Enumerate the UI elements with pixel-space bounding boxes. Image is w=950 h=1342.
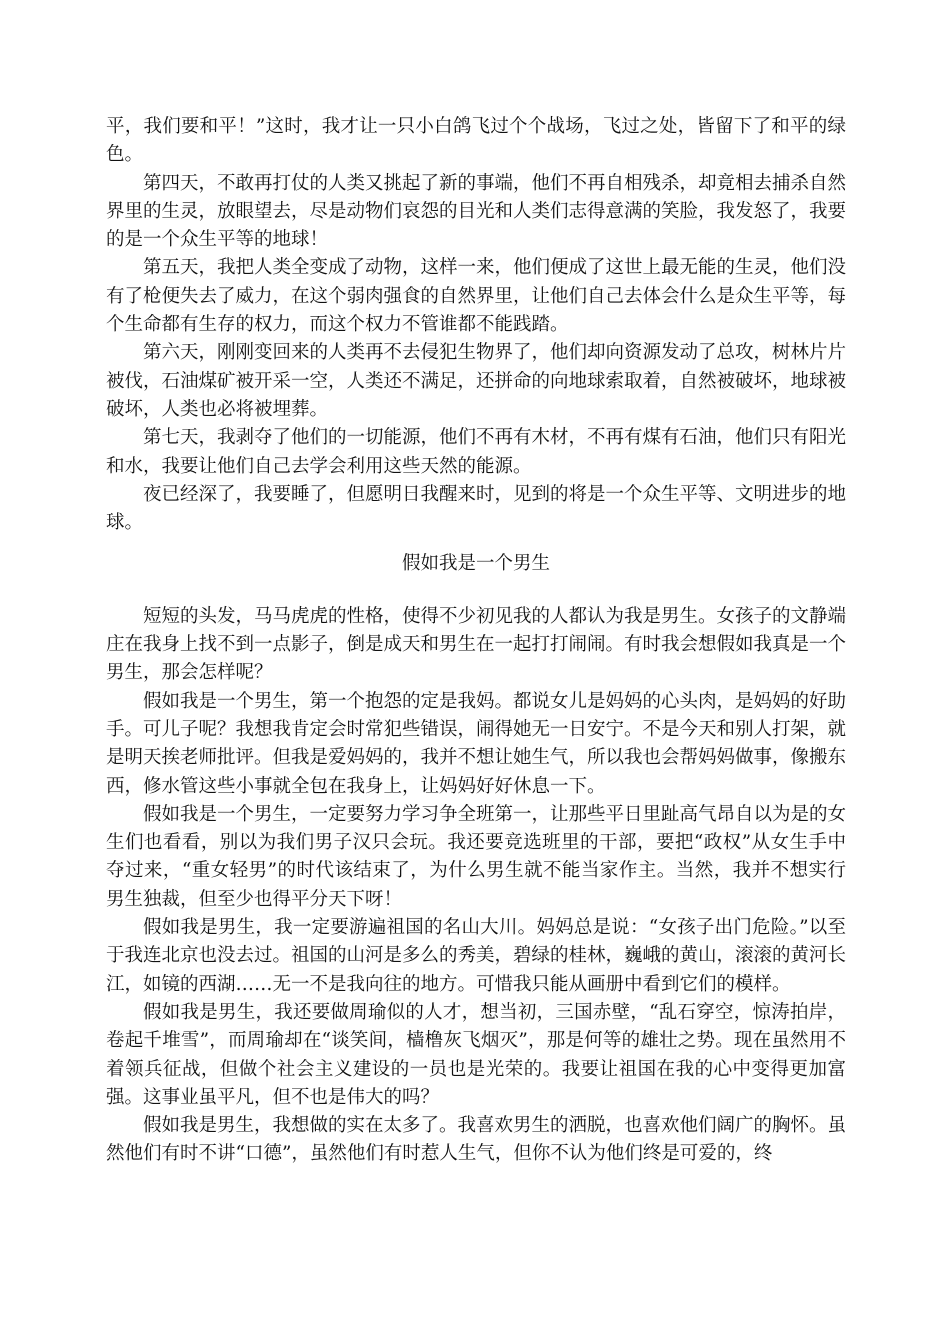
essay-title: 假如我是一个男生: [401, 553, 550, 575]
paragraph-study: 假如我是一个男生，一定要努力学习争全班第一，让那些平日里趾高气昂自以为是的女生们也看看，别以为我们男子汉只会玩。我还要竞选班里的干部，要把“政权”从女生手中夺过来，“重女轻男”的时代该结束了，为什么男生就不能当家作主。当然，我并不想实行男生独裁，但至少也得平分天下呀！: [106, 803, 847, 910]
paragraph-night: 夜已经深了，我要睡了，但愿明日我醒来时，见到的将是一个众生平等、文明进步的地球。: [106, 483, 847, 534]
document-page: [106, 113, 846, 1169]
paragraph-zhou-yu: 假如我是男生，我还要做周瑜似的人才，想当初，三国赤壁，“乱石穿空，惊涛拍岸，卷起千堆雪”，而周瑜却在“谈笑间，樯橹灰飞烟灭”，那是何等的雄壮之势。现在虽然用不着领兵征战，但做个社会主义建设的一员也是光荣的。我要让祖国在我的心中变得更加富强。这事业虽平凡，但不也是伟大的吗？: [106, 1001, 846, 1108]
paragraph-travel: 假如我是男生，我一定要游遍祖国的名山大川。妈妈总是说：“女孩子出门危险。”以至于我连北京也没去过。祖国的山河是多么的秀美，碧绿的桂林，巍峨的黄山，滚滚的黄河长江，如镜的西湖……无一不是我向往的地方。可惜我只能从画册中看到它们的模样。: [106, 917, 847, 995]
paragraph-day-six: 第六天，刚刚变回来的人类再不去侵犯生物界了，他们却向资源发动了总攻，树林片片被伐，石油煤矿被开采一空，人类还不满足，还拼命的向地球索取着，自然被破坏，地球被破坏，人类也必将被埋葬。: [106, 342, 847, 420]
paragraph-mother: 假如我是一个男生，第一个抱怨的定是我妈。都说女儿是妈妈的心头肉，是妈妈的好助手。可儿子呢？我想我肯定会时常犯些错误，闹得她无一日安宁。不是今天和别人打架，就是明天挨老师批评。但我是爱妈妈的，我并不想让她生气，所以我也会帮妈妈做事，像搬东西，修水管这些小事就全包在我身上，让妈妈好好休息一下。: [106, 690, 847, 797]
paragraph-day-seven: 第七天，我剥夺了他们的一切能源，他们不再有木材，不再有煤有石油，他们只有阳光和水，我要让他们自己去学会利用这些天然的能源。: [106, 427, 847, 477]
paragraph-continued: 平，我们要和平！”这时，我才让一只小白鸽飞过个个战场，飞过之处，皆留下了和平的绿色。: [106, 116, 846, 166]
paragraph-day-five: 第五天，我把人类全变成了动物，这样一来，他们便成了这世上最无能的生灵，他们没有了枪便失去了威力，在这个弱肉强食的自然界里，让他们自己去体会什么是众生平等，每个生命都有生存的权力，而这个权力不管谁都不能践踏。: [106, 257, 847, 336]
paragraph-day-four: 第四天，不敢再打仗的人类又挑起了新的事端，他们不再自相残杀，却竟相去捕杀自然界里的生灵，放眼望去，尽是动物们哀怨的目光和人类们志得意满的笑脸，我发怒了，我要的是一个众生平等的地球！: [106, 172, 847, 251]
paragraph-conclusion: 假如我是男生，我想做的实在太多了。我喜欢男生的洒脱，也喜欢他们阔广的胸怀。虽然他们有时不讲“口德”，虽然他们有时惹人生气，但你不认为他们终是可爱的，终: [106, 1115, 847, 1165]
paragraph-intro: 短短的头发，马马虎虎的性格，使得不少初见我的人都认为我是男生。女孩子的文静端庄在我身上找不到一点影子，倒是成天和男生在一起打打闹闹。有时我会想假如我真是一个男生，那会怎样呢？: [106, 605, 847, 684]
